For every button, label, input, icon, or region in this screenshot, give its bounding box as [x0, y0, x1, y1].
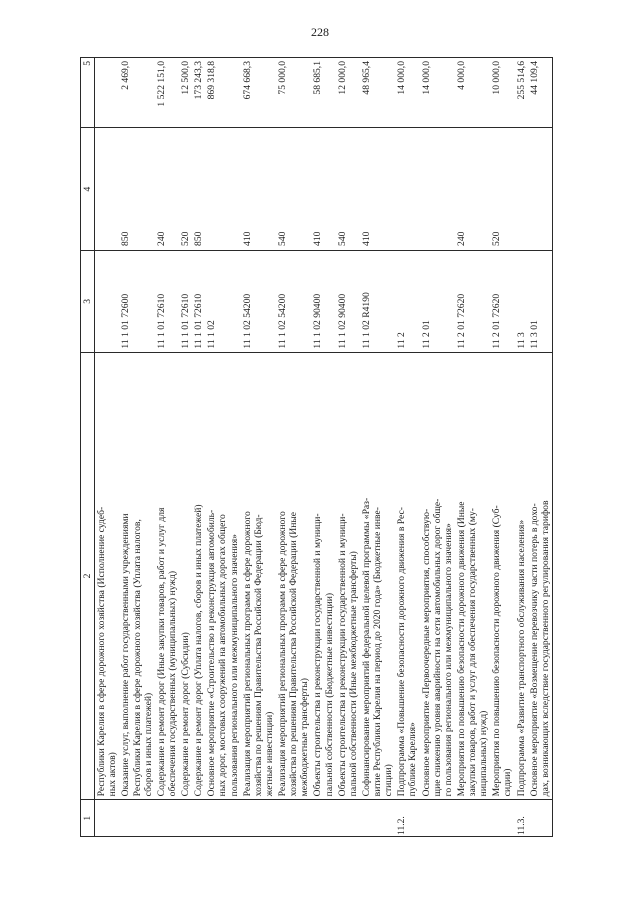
- row-amount: [95, 58, 120, 128]
- row-description: Реализация мероприятий региональных программ в сфере дорожного хозяйства по решениям Правительства Российской Федерации (Бюд- жетные инвестиции): [241, 352, 276, 800]
- row-code: 11 1 01 72610: [192, 250, 205, 352]
- row-amount: 2 469,0: [119, 58, 154, 128]
- row-number: 11.3.: [515, 800, 528, 837]
- row-description: Подпрограмма «Развитие транспортного обслуживания населения»: [515, 352, 528, 800]
- row-number: [241, 800, 276, 837]
- row-code: 11 1 02 90400: [336, 250, 360, 352]
- row-amount: 10 000,0: [490, 58, 514, 128]
- row-description: Республики Карелия в сфере дорожного хозяйства (Исполнение судеб- ных актов): [95, 352, 120, 800]
- table-row: [241, 58, 276, 837]
- row-amount: 44 109,4: [528, 58, 553, 128]
- row-code: 11 2 01: [420, 250, 455, 352]
- row-description: Содержание и ремонт дорог (Субсидии): [179, 352, 192, 800]
- row-amount: 869 318,8: [205, 58, 240, 128]
- row-expense-type: 850: [192, 128, 205, 251]
- row-code: [95, 250, 120, 352]
- row-expense-type: 520: [490, 128, 514, 251]
- row-description: Содержание и ремонт дорог (Иные закупки товаров, работ и услуг для обеспечения государственных (муниципальных) нужд): [155, 352, 179, 800]
- row-code: 11 1 02: [205, 250, 240, 352]
- row-number: [360, 800, 395, 837]
- row-description: Объекты строительства и реконструкции государственной и муници- пальной собственности (Бюджетные инвестиции): [311, 352, 335, 800]
- row-description: Мероприятия по повышению безопасности дорожного движения (Суб- сидии): [490, 352, 514, 800]
- row-expense-type: [395, 128, 419, 251]
- row-description: Софинансирование мероприятий федеральной целевой программы «Раз- витие Республики Карелия на период до 2020 года» (Бюджетные инве- стиции): [360, 352, 395, 800]
- row-number: [336, 800, 360, 837]
- row-code: 11 2: [395, 250, 419, 352]
- row-description: Подпрограмма «Повышение безопасности дорожного движения в Рес- публике Карелия»: [395, 352, 419, 800]
- table-row: [276, 58, 311, 837]
- table-row: [192, 58, 205, 837]
- row-number: [155, 800, 179, 837]
- row-amount: 4 000,0: [455, 58, 490, 128]
- header-col-3: 3: [81, 250, 95, 352]
- row-description: Основное мероприятие «Первоочередные мероприятия, способствую- щие снижению уровня аварийности на сети автомобильных дорог обще- го пользования регионального или межмуниципального значения»: [420, 352, 455, 800]
- row-code: 11 1 02 R4190: [360, 250, 395, 352]
- row-number: [192, 800, 205, 837]
- row-amount: 255 514,6: [515, 58, 528, 128]
- row-description: Основное мероприятие «Строительство и реконструкция автомобиль- ных дорог, мостовых сооружений на автомобильных дорогах общего пользования регионального или межмуниципального значения»: [205, 352, 240, 800]
- row-expense-type: [420, 128, 455, 251]
- row-expense-type: 410: [241, 128, 276, 251]
- row-code: 11 3: [515, 250, 528, 352]
- row-expense-type: [95, 128, 120, 251]
- table-row: [360, 58, 395, 837]
- row-code: 11 1 01 72610: [155, 250, 179, 352]
- row-code: 11 1 01 72600: [119, 250, 154, 352]
- table-row: [119, 58, 154, 837]
- row-amount: 12 500,0: [179, 58, 192, 128]
- row-amount: 674 668,3: [241, 58, 276, 128]
- row-number: [119, 800, 154, 837]
- row-number: [420, 800, 455, 837]
- row-number: [95, 800, 120, 837]
- table-row: [179, 58, 192, 837]
- row-code: 11 2 01 72620: [455, 250, 490, 352]
- row-amount: 12 000,0: [336, 58, 360, 128]
- table-row: [205, 58, 240, 837]
- row-amount: 173 243,3: [192, 58, 205, 128]
- budget-table: [80, 57, 553, 837]
- row-description: Мероприятия по повышению безопасности дорожного движения (Иные закупки товаров, работ и услуг для обеспечения государственных (му- ниципальных) нужд): [455, 352, 490, 800]
- row-amount: 48 965,4: [360, 58, 395, 128]
- row-code: 11 1 02 90400: [311, 250, 335, 352]
- budget-table-rotated: [80, 57, 600, 837]
- header-col-1: 1: [81, 800, 95, 837]
- header-col-2: 2: [81, 352, 95, 800]
- row-amount: 75 000,0: [276, 58, 311, 128]
- row-description: Объекты строительства и реконструкции государственной и муници- пальной собственности (Иные межбюджетные трансферты): [336, 352, 360, 800]
- row-description: Оказание услуг, выполнение работ государственными учреждениями Республики Карелия в сфере дорожного хозяйства (Уплата налогов, сборов и иных платежей): [119, 352, 154, 800]
- row-code: 11 1 01 72610: [179, 250, 192, 352]
- header-col-4: 4: [81, 128, 95, 251]
- row-code: 11 1 02 54200: [276, 250, 311, 352]
- table-row: [95, 58, 120, 837]
- table-row: [515, 58, 528, 837]
- row-amount: 1 522 151,0: [155, 58, 179, 128]
- row-number: [455, 800, 490, 837]
- row-expense-type: 520: [179, 128, 192, 251]
- row-description: Реализация мероприятий региональных программ в сфере дорожного хозяйства по решениям Правительства Российской Федерации (Иные межбюджетные трансферты): [276, 352, 311, 800]
- row-expense-type: 540: [336, 128, 360, 251]
- row-number: [205, 800, 240, 837]
- table-row: [490, 58, 514, 837]
- row-number: [490, 800, 514, 837]
- table-row: [395, 58, 419, 837]
- table-row: [528, 58, 553, 837]
- row-expense-type: 240: [155, 128, 179, 251]
- row-expense-type: [528, 128, 553, 251]
- table-row: [420, 58, 455, 837]
- table-row: [155, 58, 179, 837]
- table-body: [95, 58, 553, 837]
- row-description: Основное мероприятие «Возмещение перевозчику части потерь в дохо- дах, возникающих вследствие государственного регулирования тарифов: [528, 352, 553, 800]
- page-number: 228: [311, 25, 329, 39]
- row-amount: 14 000,0: [395, 58, 419, 128]
- row-code: 11 3 01: [528, 250, 553, 352]
- row-code: 11 1 02 54200: [241, 250, 276, 352]
- row-number: [276, 800, 311, 837]
- table-row: [336, 58, 360, 837]
- row-expense-type: [515, 128, 528, 251]
- row-expense-type: [205, 128, 240, 251]
- row-expense-type: 540: [276, 128, 311, 251]
- table-row: [311, 58, 335, 837]
- row-number: [528, 800, 553, 837]
- row-number: [179, 800, 192, 837]
- row-number: 11.2.: [395, 800, 419, 837]
- row-description: Содержание и ремонт дорог (Уплата налогов, сборов и иных платежей): [192, 352, 205, 800]
- row-amount: 58 685,1: [311, 58, 335, 128]
- table-row: [455, 58, 490, 837]
- row-expense-type: 240: [455, 128, 490, 251]
- header-col-5: 5: [81, 58, 95, 128]
- row-number: [311, 800, 335, 837]
- row-amount: 14 000,0: [420, 58, 455, 128]
- header-row: [81, 58, 95, 837]
- row-expense-type: 410: [311, 128, 335, 251]
- row-expense-type: 850: [119, 128, 154, 251]
- row-code: 11 2 01 72620: [490, 250, 514, 352]
- row-expense-type: 410: [360, 128, 395, 251]
